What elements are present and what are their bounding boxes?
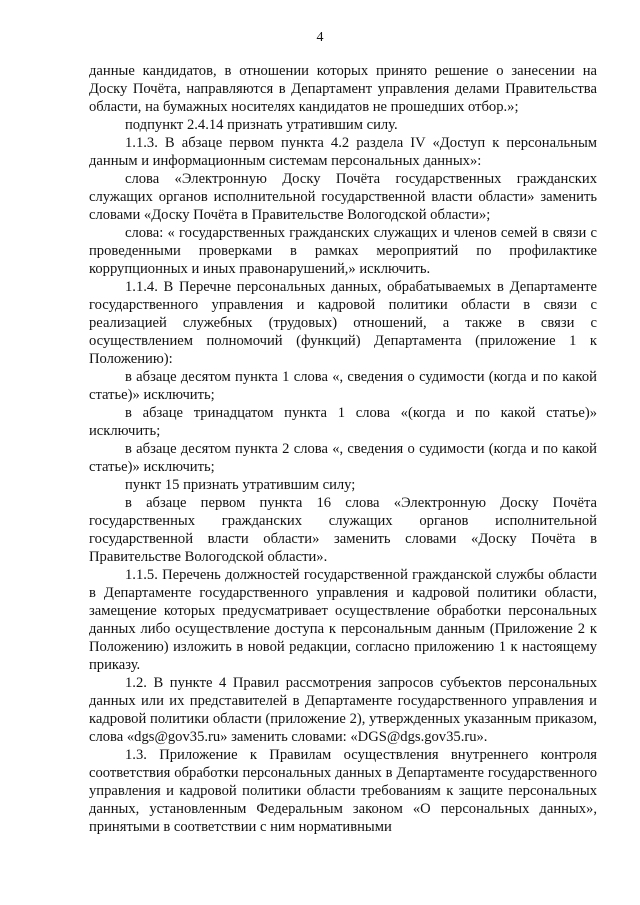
- paragraph: 1.1.4. В Перечне персональных данных, обрабатываемых в Департаменте государственного управления и кадровой политики области в связи с реализацией служебных (трудовых) отношений, а также в связи с осуществлением полномочий (функций) Департамента (приложение 1 к Положению):: [89, 279, 597, 367]
- paragraph: слова: « государственных гражданских служащих и членов семей в связи с проведенными проверками в рамках мероприятий по профилактике коррупционных и иных правонарушений,» исключить.: [89, 225, 597, 277]
- document-body: [89, 62, 597, 836]
- paragraph: подпункт 2.4.14 признать утратившим силу.: [125, 117, 398, 133]
- paragraph: 1.3. Приложение к Правилам осуществления внутреннего контроля соответствия обработки персональных данных в Департаменте государственного управления и кадровой политики области требованиям к защите персональных данных, установленным Федеральным законом «О персональных данных», принятыми в соответствии с ним нормативными: [89, 747, 597, 835]
- paragraph: 1.1.5. Перечень должностей государственной гражданской службы области в Департаменте государственного управления и кадровой политики области, замещение которых предусматривает осуществление обработки персональных данных либо осуществление доступа к персональным данным (Приложение 2 к Положению) изложить в новой редакции, согласно приложению 1 к настоящему приказу.: [89, 567, 597, 673]
- paragraph: данные кандидатов, в отношении которых принято решение о занесении на Доску Почёта, направляются в Департамент управления делами Правительства области, на бумажных носителях кандидатов не прошедших отбор.»;: [89, 63, 597, 115]
- paragraph: в абзаце десятом пункта 2 слова «, сведения о судимости (когда и по какой статье)» исключить;: [89, 441, 597, 475]
- paragraph: в абзаце десятом пункта 1 слова «, сведения о судимости (когда и по какой статье)» исключить;: [89, 369, 597, 403]
- paragraph: в абзаце первом пункта 16 слова «Электронную Доску Почёта государственных гражданских служащих органов исполнительной государственной власти области» заменить словами «Доску Почёта в Правительстве Вологодской области».: [89, 495, 597, 565]
- page-number: 4: [316, 30, 324, 45]
- paragraph: 1.1.3. В абзаце первом пункта 4.2 раздела IV «Доступ к персональным данным и информационным системам персональных данных»:: [89, 135, 597, 169]
- paragraph: в абзаце тринадцатом пункта 1 слова «(когда и по какой статье)» исключить;: [89, 405, 597, 439]
- paragraph: 1.2. В пункте 4 Правил рассмотрения запросов субъектов персональных данных или их представителей в Департаменте государственного управления и кадровой политики области (приложение 2), утвержденных указанным приказом, слова «dgs@gov35.ru» заменить словами: «DGS@dgs.gov35.ru».: [89, 675, 597, 745]
- paragraph: слова «Электронную Доску Почёта государственных гражданских служащих органов исполнительной государственной власти области» заменить словами «Доску Почёта в Правительстве Вологодской области»;: [89, 171, 597, 223]
- paragraph: пункт 15 признать утратившим силу;: [125, 477, 356, 493]
